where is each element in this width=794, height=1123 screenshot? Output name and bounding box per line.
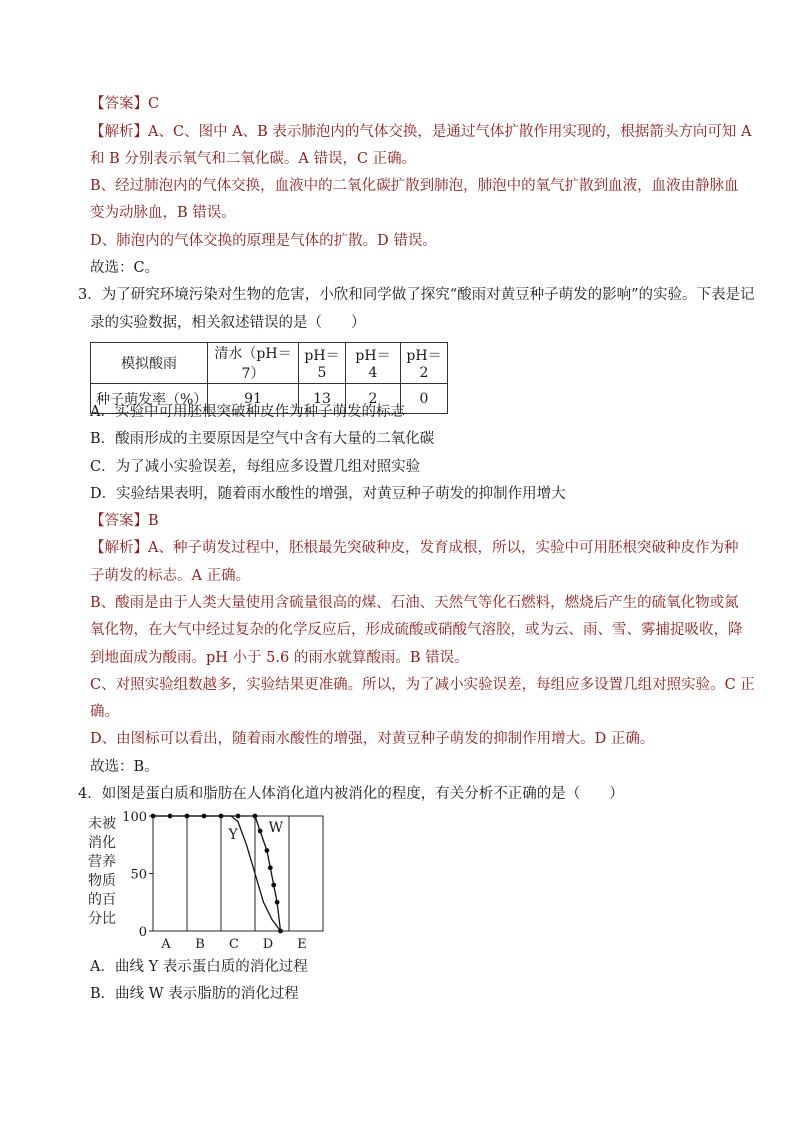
q2-analysis-line-1: 【解析】A、C、图中 A、B 表示肺泡内的气体交换，是通过气体扩散作用实现的，根据箭头方向可知 A: [90, 124, 752, 140]
table-cell: 91: [208, 384, 299, 414]
chart-frame: [153, 816, 323, 931]
q2-analysis-line-3: B、经过肺泡内的气体交换，血液中的二氧化碳扩散到肺泡，肺泡中的氧气扩散到血液，血液由静脉血: [90, 178, 739, 194]
x-tick-label: B: [195, 937, 205, 952]
series-point-w: [219, 814, 224, 819]
x-tick-label: D: [262, 937, 274, 952]
x-tick-label: C: [229, 937, 239, 952]
y-axis-label-line: 物质: [88, 873, 116, 889]
q2-analysis-line-2: 和 B 分别表示氧气和二氧化碳。A 错误，C 正确。: [90, 151, 417, 167]
q3-analysis-line-6: C、对照实验组数越多，实验结果更准确。所以，为了减小实验误差，每组应多设置几组对照实验。C 正: [90, 677, 755, 693]
y-axis-label-line: 未被: [88, 816, 116, 832]
series: [151, 814, 284, 934]
q3-option-b: B．酸雨形成的主要原因是空气中含有大量的二氧化碳: [90, 431, 435, 447]
series-point-w: [168, 814, 173, 819]
table-cell: 2: [346, 384, 401, 414]
q3-analysis-line-4: 氧化物，在大气中经过复杂的化学反应后，形成硫酸或硝酸气溶胶，或为云、雨、雪、雾捕捉吸收，降: [90, 622, 743, 638]
y-tick-label: 50: [130, 867, 147, 883]
y-tick-label: 100: [122, 810, 147, 825]
series-point-w: [236, 814, 241, 819]
q3-analysis-line-3: B、酸雨是由于人类大量使用含硫量很高的煤、石油、天然气等化石燃料，燃烧后产生的硫氧化物或氮: [90, 595, 739, 611]
q3-analysis-line-8: D、由图标可以看出，随着雨水酸性的增强，对黄豆种子萌发的抑制作用增大。D 正确。: [90, 731, 655, 747]
series-point-w: [258, 829, 263, 834]
q3-option-c: C．为了减小实验误差，每组应多设置几组对照实验: [90, 459, 421, 475]
table-cell: pH＝2: [401, 343, 448, 384]
series-point-w: [271, 883, 276, 888]
q3-conclusion: 故选：B。: [90, 759, 159, 775]
series-point-w: [275, 900, 280, 905]
series-point-w: [278, 929, 283, 934]
x-tick-label: A: [161, 937, 171, 952]
q3-option-d: D．实验结果表明，随着雨水酸性的增强，对黄豆种子萌发的抑制作用增大: [90, 486, 566, 502]
q3-stem-line-2: 录的实验数据，相关叙述错误的是（ ）: [90, 315, 366, 331]
q4-option-b: B．曲线 W 表示脂肪的消化过程: [90, 986, 299, 1002]
series-point-w: [265, 848, 270, 853]
table-cell: 模拟酸雨: [91, 343, 208, 384]
q3-analysis-line-5: 到地面成为酸雨。pH 小于 5.6 的雨水就算酸雨。B 错误。: [90, 650, 469, 666]
table-cell: 清水（pH＝7）: [208, 343, 299, 384]
series-point-w: [185, 814, 190, 819]
y-axis-label-line: 的百: [88, 892, 116, 908]
q4-option-a: A．曲线 Y 表示蛋白质的消化过程: [90, 959, 308, 975]
q2-analysis-line-5: D、肺泡内的气体交换的原理是气体的扩散。D 错误。: [90, 233, 437, 249]
table-cell: 种子萌发率（%）: [91, 384, 208, 414]
series-point-w: [202, 814, 207, 819]
q2-answer: 【答案】C: [90, 96, 160, 112]
q3-stem-line-1: 3．为了研究环境污染对生物的危害，小欣和同学做了探究“酸雨对黄豆种子萌发的影响”的实验。下表是记: [78, 287, 755, 303]
y-axis-label: [88, 815, 116, 927]
digestion-chart: [86, 808, 336, 954]
x-ticks: [160, 937, 306, 952]
series-point-w: [151, 814, 156, 819]
y-ticks: [122, 810, 153, 940]
series-line-w: [153, 816, 281, 931]
table-cell: pH＝5: [299, 343, 346, 384]
y-tick-label: 0: [138, 925, 147, 940]
table-cell: 0: [401, 384, 448, 414]
x-tick-label: E: [297, 937, 307, 952]
q3-answer: 【答案】B: [90, 513, 159, 529]
y-axis-label-line: 消化: [88, 835, 116, 851]
series-label-w: W: [268, 820, 283, 837]
q3-analysis-line-1: 【解析】A、种子萌发过程中，胚根最先突破种皮，发育成根，所以，实验中可用胚根突破种皮作为种: [90, 540, 739, 556]
q2-analysis-line-4: 变为动脉血，B 错误。: [90, 205, 236, 221]
q2-conclusion: 故选：C。: [90, 260, 160, 276]
series-label-y: Y: [228, 827, 238, 843]
q3-analysis-line-2: 子萌发的标志。A 正确。: [90, 568, 251, 584]
series-point-w: [268, 865, 273, 870]
table-cell: 13: [299, 384, 346, 414]
table-header-row: [91, 343, 448, 384]
q4-stem: 4．如图是蛋白质和脂肪在人体消化道内被消化的程度，有关分析不正确的是（ ）: [78, 786, 624, 802]
y-axis-label-line: 分比: [88, 911, 116, 927]
plot-border: [153, 816, 323, 931]
table-cell: pH＝4: [346, 343, 401, 384]
q3-analysis-line-7: 确。: [90, 704, 119, 720]
series-point-w: [253, 814, 258, 819]
q3-option-a: A．实验中可用胚根突破种皮作为种子萌发的标志: [90, 404, 405, 420]
y-axis-label-line: 营养: [88, 854, 116, 870]
